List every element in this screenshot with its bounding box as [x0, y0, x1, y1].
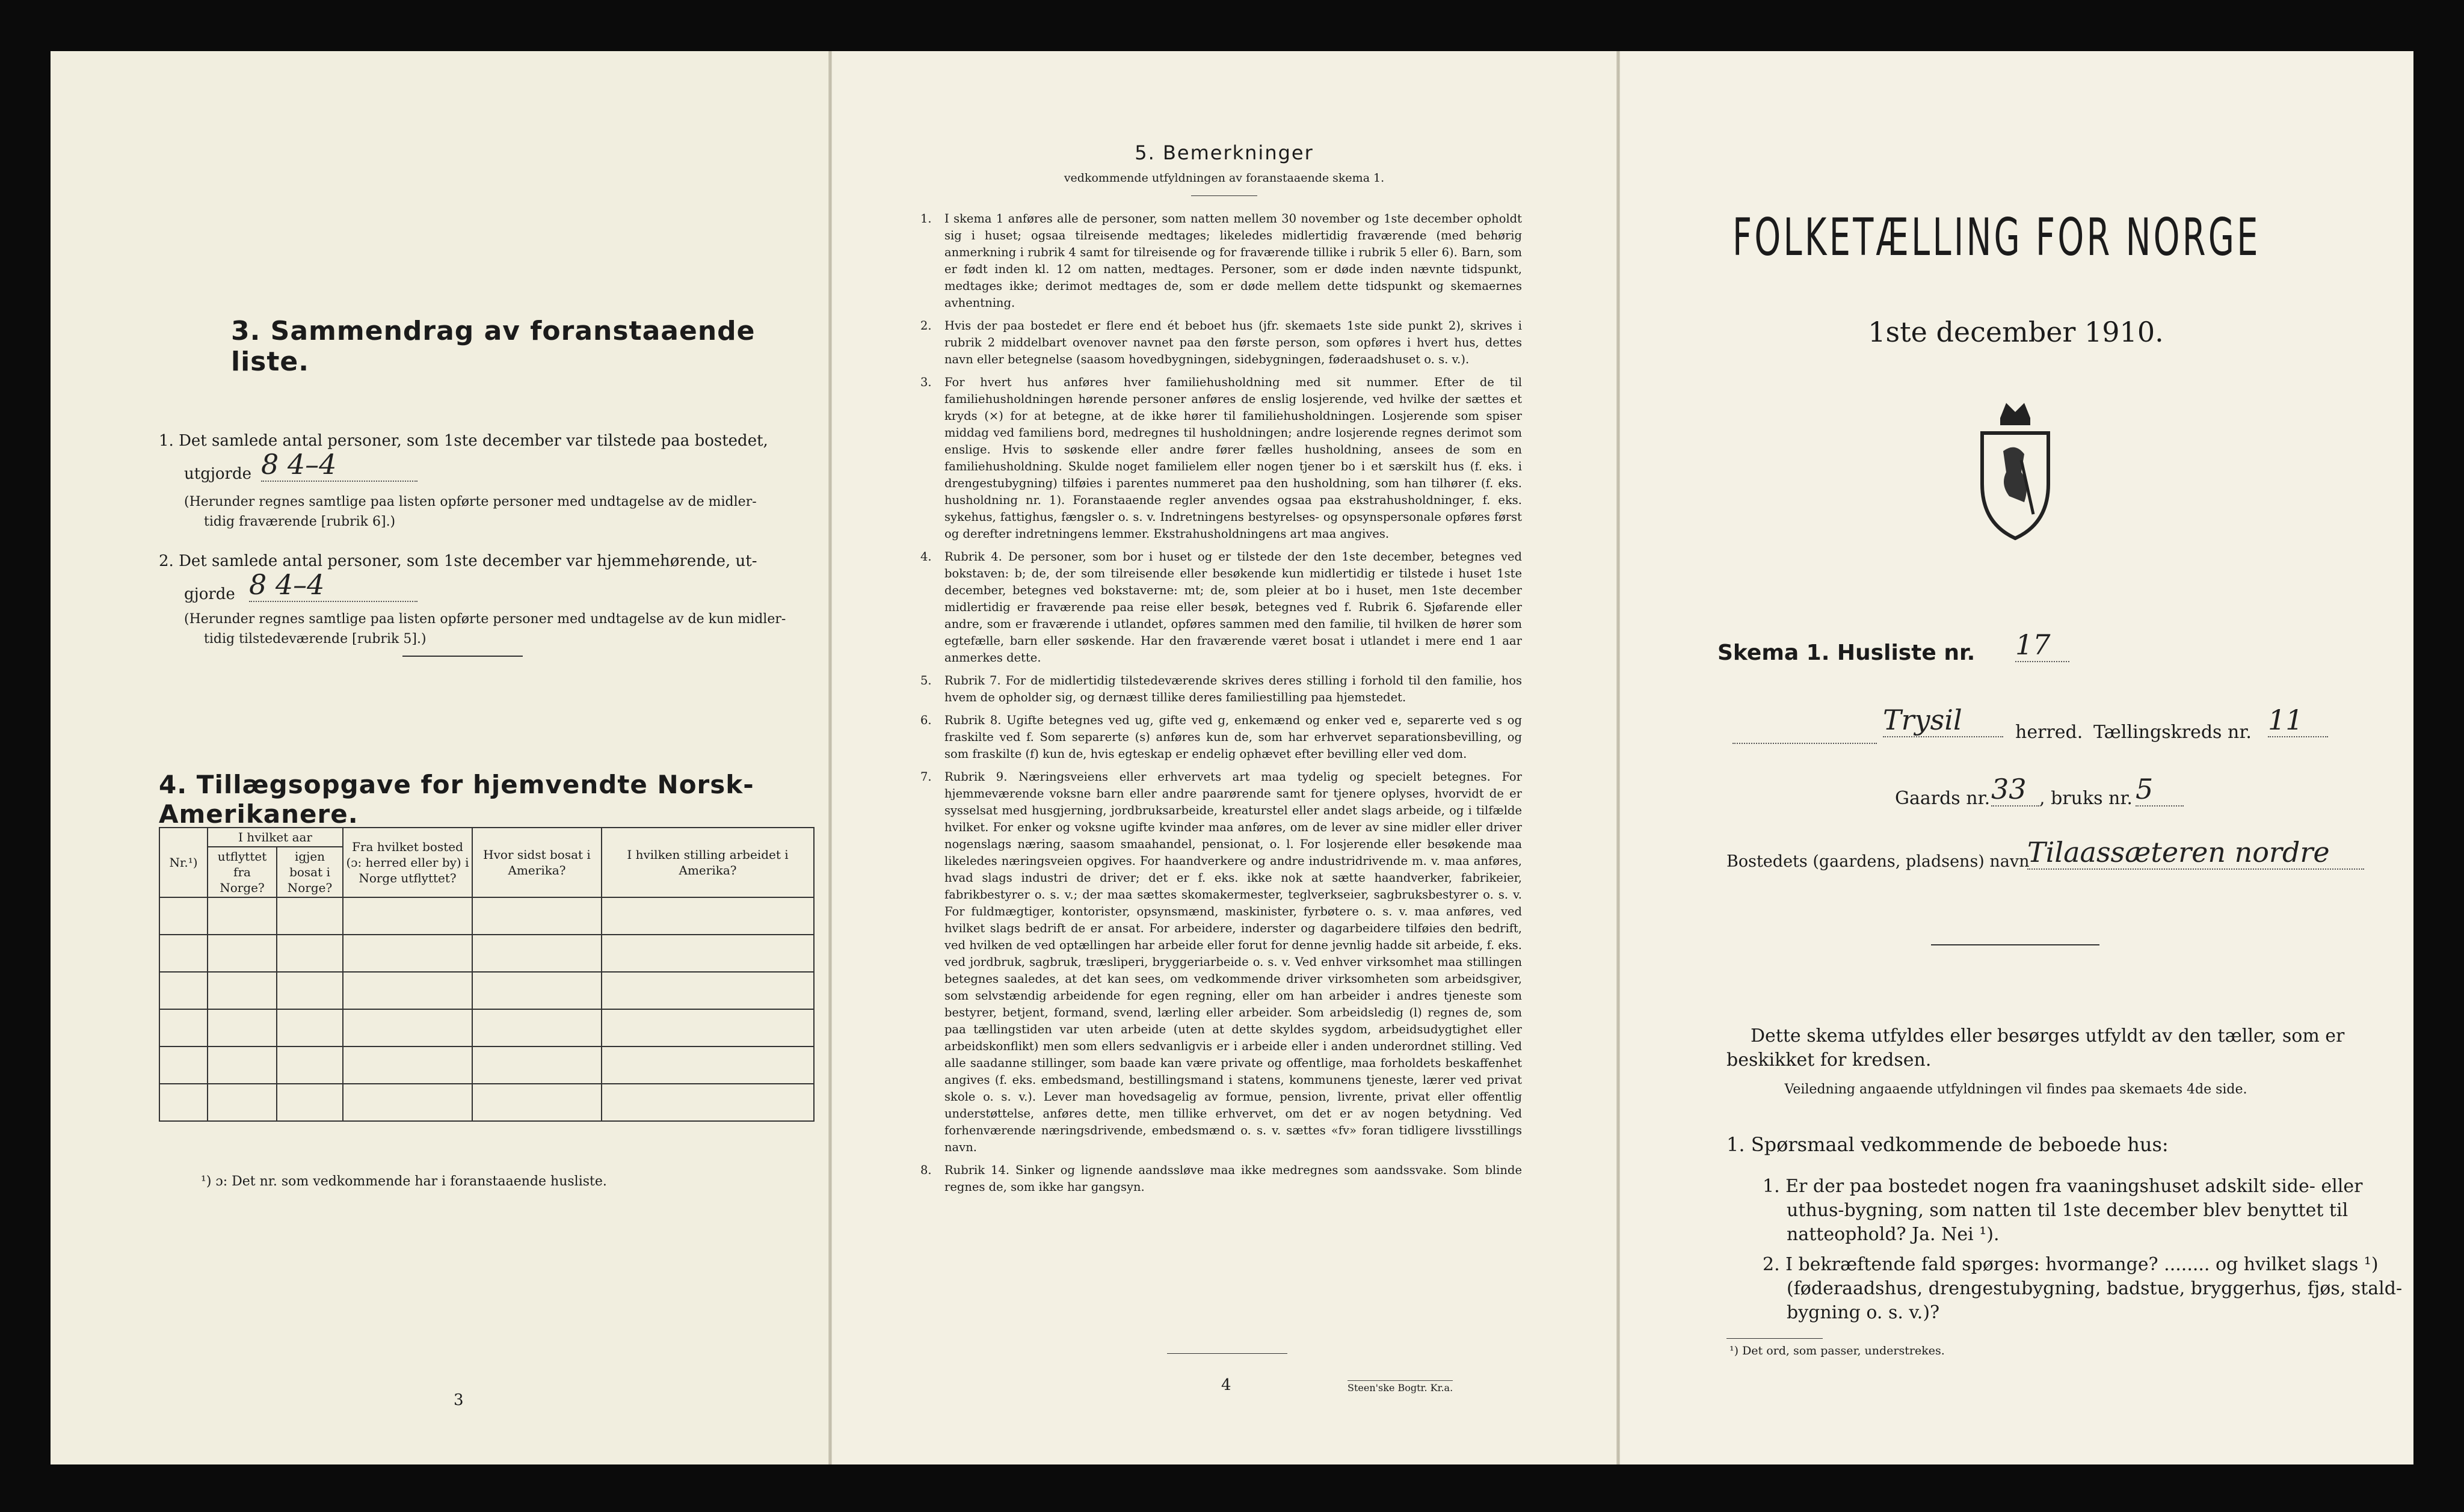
husliste-nr: 17	[2015, 628, 2069, 662]
bosted-label: Bostedets (gaardens, pladsens) navn	[1726, 852, 2030, 871]
census-date: 1ste december 1910.	[1868, 316, 2164, 348]
table-row	[159, 1084, 814, 1121]
page-number: 3	[454, 1391, 464, 1409]
q1-line-1: 1. Er der paa bostedet nogen fra vaaningshuset adskilt side- eller	[1763, 1176, 2363, 1197]
divider	[402, 656, 523, 657]
divider	[1191, 195, 1257, 196]
left-page	[51, 51, 830, 1464]
table-row	[159, 972, 814, 1009]
page-title: FOLKETÆLLING FOR NORGE	[1732, 207, 2261, 268]
section4-heading: 4. Tillægsopgave for hjemvendte Norsk-Amerikanere.	[159, 770, 754, 829]
divider	[1167, 1353, 1287, 1354]
item2-text: 2. Det samlede antal personer, som 1ste december var hjemmehørende, ut-	[159, 552, 757, 570]
q1-line-2: uthus-bygning, som natten til 1ste december blev benyttet til	[1787, 1200, 2348, 1221]
list-item: 4. Rubrik 4. De personer, som bor i huset og er tilstede der den 1ste december, betegnes ved bokstaven: b; de, der som tilreisende eller besøkende kun midlertidig er tilstede i huset 1ste december, betegnes ved bokstaverne: mt; de, som pleier at bo i huset, men 1ste december midlertidig er fraværende paa reise eller besøk, betegnes ved f. Rubrik 6. Sjøfarende eller andre, som er fraværende i utlandet, opføres sammen med den familie, til hvilken de hører som egtefælle, barn eller søskende. Har den fraværende været bosat i utlandet i mere end 1 aar anmerkes dette.	[920, 550, 1522, 665]
instruction-line-2: beskikket for kredsen.	[1726, 1049, 1932, 1071]
kreds-label: Tællingskreds nr.	[2093, 722, 2252, 743]
list-item: 5. Rubrik 7. For de midlertidig tilstedeværende skrives deres stilling i forhold til den familie, hos hvem de opholder sig, og dernæst tillike deres familiestilling paa hjemstedet.	[920, 674, 1522, 704]
col-nr: Nr.¹)	[159, 828, 208, 897]
table-row	[159, 897, 814, 935]
q2-line-2: (føderaadshus, drengestubygning, badstue, bryggerhus, fjøs, stald-	[1787, 1278, 2403, 1299]
item1-text: 1. Det samlede antal personer, som 1ste december var tilstede paa bostedet,	[159, 432, 768, 450]
list-item: 2. Hvis der paa bostedet er flere end ét beboet hus (jfr. skemaets 1ste side punkt 2), skrives i rubrik 2 middelbart ovenover navnet paa den første person, som opføres i hvert hus, dettes navn eller betegnelse (saasom hovedbygningen, sidebygningen, føderaadshuset o. s. v.).	[920, 319, 1522, 366]
divider	[1726, 1338, 1823, 1339]
col-fra-bosted: Fra hvilket bosted (ɔ: herred eller by) i Norge utflyttet?	[343, 828, 472, 897]
item2-note-b: tidig tilstedeværende [rubrik 5].)	[204, 632, 427, 647]
item1-label: utgjorde	[184, 465, 252, 483]
col-group: I hvilket aar	[208, 828, 343, 847]
q2-line-1: 2. I bekræftende fald spørges: hvormange? ........ og hvilket slags ¹)	[1763, 1254, 2379, 1275]
page-fold	[828, 51, 832, 1464]
section3-heading: 3. Sammendrag av foranstaaende liste.	[231, 316, 756, 377]
schema-label: Skema 1. Husliste nr.	[1717, 641, 1976, 665]
list-item: 8. Rubrik 14. Sinker og lignende aandssløve maa ikke medregnes som aandssvake. Som blinde regnes de, som ikke har gangsyn.	[920, 1163, 1522, 1194]
col-hvor: Hvor sidst bosat i Amerika?	[472, 828, 602, 897]
table-row	[159, 1009, 814, 1046]
gaards-value: 33	[1991, 773, 2039, 807]
item2-note-a: (Herunder regnes samtlige paa listen opførte personer med undtagelse av de kun midler-	[184, 612, 786, 627]
table-footnote: ¹) ɔ: Det nr. som vedkommende har i foranstaaende husliste.	[201, 1174, 607, 1189]
item1-note-a: (Herunder regnes samtlige paa listen opførte personer med undtagelse av de midler-	[184, 494, 757, 509]
col-stilling: I hvilken stilling arbeidet i Amerika?	[602, 828, 814, 897]
item1-value: 8 4–4	[261, 448, 417, 482]
kreds-value: 11	[2268, 704, 2328, 737]
herred-value: Trysil	[1883, 704, 2003, 737]
norsk-amerikanere-table	[159, 827, 815, 1122]
instruction-note: Veiledning angaaende utfyldningen vil findes paa skemaets 4de side.	[1784, 1082, 2247, 1097]
remarks-list	[920, 211, 1522, 1202]
instruction-line-1: Dette skema utfyldes eller besørges utfyldt av den tæller, som er	[1751, 1025, 2345, 1046]
herred-label: herred.	[2015, 722, 2083, 743]
bruks-value: 5	[2136, 773, 2184, 807]
right-page	[1618, 51, 2413, 1464]
page-number: 4	[1221, 1376, 1231, 1394]
bruks-label: , bruks nr.	[2039, 788, 2133, 809]
q2-line-3: bygning o. s. v.)?	[1787, 1302, 1940, 1323]
item1-note-b: tidig fraværende [rubrik 6].)	[204, 514, 396, 529]
page-fold	[1616, 51, 1620, 1464]
col-igjen: igjen bosat i Norge?	[277, 847, 343, 897]
herred-field	[1732, 719, 1877, 744]
coat-of-arms-icon	[1973, 394, 2057, 544]
list-item: 6. Rubrik 8. Ugifte betegnes ved ug, gifte ved g, enkemænd og enker ved e, separerte ved s og fraskilte ved f. Som separerte (s) anføres kun de, som har erhvervet separationsbevilling, og som fraskilte (f) kun de, hvis egteskap er endelig ophævet efter bevilling eller ved dom.	[920, 713, 1522, 761]
list-item: 7. Rubrik 9. Næringsveiens eller erhvervets art maa tydelig og specielt betegnes. For hjemmeværende voksne barn eller andre paarørende samt for tjenere oplyses, hvorvidt de er sysselsat med husgjerning, jordbruksarbeide, kreaturstel eller andet slags arbeide, og i tilfælde hvilket. For enker og voksne ugifte kvinder maa anføres, om de lever av sine midler eller driver nogenslags næring, saasom smaahandel, pensionat, o. l. For losjerende eller besøkende maa likeledes næringsveien opgives. For haandverkere og andre industridrivende m. v. maa anføres, hvad slags industri de driver; det er f. eks. ikke nok at sætte haandverker, fabrikeier, fabrikbestyrer o. s. v.; der maa sættes skomakermester, teglverkseier, sagbruksbestyrer o. s. v. For fuldmægtiger, kontorister, opsynsmænd, maskinister, fyrbøtere o. s. v. maa anføres, ved hvilket slags bedrift de er ansat. For arbeidere, inderster og dagarbeidere tilføies den bedrift, ved hvilken de ved optællingen har arbeide eller forut for denne jevnlig hadde sit arbeide, f. eks. ved jordbruk, sagbruk, træsliperi, bryggeriarbeide o. s. v. Ved enhver virksomhet maa stillingen betegnes saaledes, at det kan sees, om vedkommende driver virksomheten som arbeidsgiver, som selvstændig arbeidende for egen regning, eller om han arbeider i andres tjeneste som bestyrer, betjent, formand, svend, lærling eller arbeider. Som arbeidsledig (l) regnes de, som paa tællingstiden var uten arbeide (uten at dette skyldes sygdom, arbeidsudygtighet eller arbeidskonflikt) men som ellers sedvanligvis er i arbeide eller i anden underordnet stilling. Ved alle saadanne stillinger, som baade kan være private og offentlige, maa forholdets beskaffenhet angives (f. eks. embedsmand, bestillingsmand i statens, kommunens tjeneste, lærer ved privat skole o. s. v.). Lever man hovedsagelig av formue, pension, livrente, privat eller offentlig understøttelse, anføres dette, men tillike erhvervet, om det er av nogen betydning. Ved forhenværende næringsdrivende, embedsmænd o. s. v. sættes «fv» foran tidligere livsstillings navn.	[920, 770, 1522, 1154]
middle-page	[830, 51, 1618, 1464]
list-item: 3. For hvert hus anføres hver familiehusholdning med sit nummer. Efter de til familiehusholdningen hørende personer anføres de enslig losjerende, ved hvilke der sættes et kryds (×) for at betegne, at de ikke hører til familiehusholdningen. Losjerende som spiser middag ved familiens bord, medregnes til husholdningen; andre losjerende regnes derimot som enslige. Hvis to søskende eller andre fører fælles husholdning, ansees de som en familiehusholdning. Skulde noget familielem eller nogen tjener bo i et særskilt hus (f. eks. i drengestubygning) tilføies i parentes nummeret paa den husholdning, som han tilhører (f. eks. husholdning nr. 1). Foranstaaende regler anvendes ogsaa paa ekstrahusholdninger, f. eks. sykehus, fattighus, fængsler o. s. v. Indretningens bestyrelses- og opsynspersonale opføres først og derefter indretningens lemmer. Ekstrahusholdningens art maa angives.	[920, 375, 1522, 541]
item2-value: 8 4–4	[249, 568, 417, 602]
item2-label: gjorde	[184, 585, 235, 603]
list-item: 1. I skema 1 anføres alle de personer, som natten mellem 30 november og 1ste december opholdt sig i huset; ogsaa tilreisende medtages; likeledes midlertidig fraværende (med behørig anmerkning i rubrik 4 samt for tilreisende og for fraværende tillike i rubrik 5 eller 6). Barn, som er født inden kl. 12 om natten, medtages. Personer, som er døde inden nævnte tidspunkt, medtages ikke; derimot medtages de, som er døde mellem dette tidspunkt og skemaernes avhentning.	[920, 212, 1522, 310]
remarks-subheading: vedkommende utfyldningen av foranstaaende skema 1.	[1064, 171, 1385, 185]
footnote: ¹) Det ord, som passer, understrekes.	[1729, 1344, 1945, 1357]
divider	[1931, 944, 2099, 945]
printer-mark: Steen'ske Bogtr. Kr.a.	[1348, 1380, 1453, 1394]
q1-line-3: natteophold? Ja. Nei ¹).	[1787, 1224, 2000, 1245]
remarks-heading: 5. Bemerkninger	[1135, 141, 1314, 164]
gaards-label: Gaards nr.	[1895, 788, 1991, 809]
bosted-value: Tilaassæteren nordre	[2027, 836, 2364, 870]
table-row	[159, 935, 814, 972]
col-utflyttet: utflyttet fra Norge?	[208, 847, 277, 897]
table-row	[159, 1046, 814, 1084]
questions-heading: 1. Spørsmaal vedkommende de beboede hus:	[1726, 1133, 2169, 1156]
